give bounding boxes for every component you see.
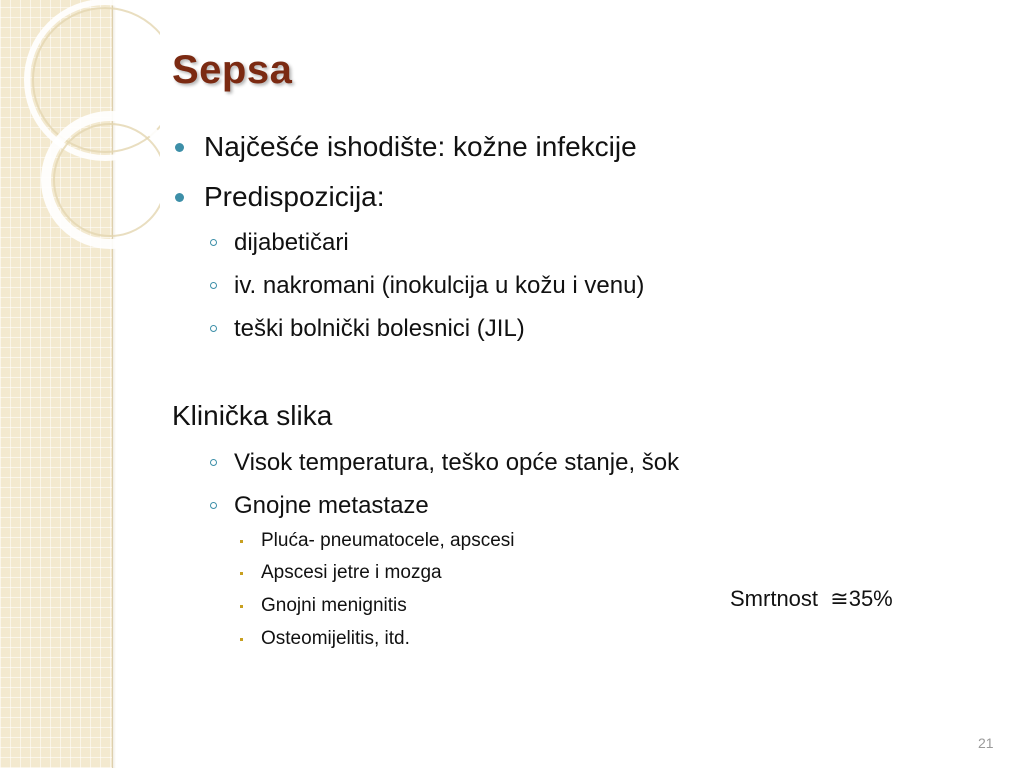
sub-sub-bullet-item: Pluća- pneumatocele, apscesi (261, 530, 515, 551)
bullet-item: Najčešće ishodište: kožne infekcije (204, 131, 637, 162)
bullet-square-icon (240, 638, 243, 641)
section-heading: Klinička slika (172, 400, 333, 431)
sub-sub-bullet-item: Osteomijelitis, itd. (261, 628, 410, 649)
slide-title: Sepsa (172, 48, 293, 92)
mortality-label: Smrtnost (730, 586, 819, 611)
bullet-ring-icon (210, 325, 217, 332)
sub-bullet-item: teški bolnički bolesnici (JIL) (234, 315, 525, 342)
bullet-dot-icon (175, 193, 184, 202)
sub-bullet-item: dijabetičari (234, 229, 349, 256)
bullet-ring-icon (210, 502, 217, 509)
sub-sub-bullet-item: Gnojni menignitis (261, 595, 407, 616)
bullet-ring-icon (210, 239, 217, 246)
bullet-ring-icon (210, 282, 217, 289)
sub-bullet-item: iv. nakromani (inokulcija u kožu i venu) (234, 272, 645, 299)
bullet-ring-icon (210, 459, 217, 466)
bullet-dot-icon (175, 143, 184, 152)
sub-bullet-item: Gnojne metastaze (234, 492, 429, 519)
mortality-value: 35% (848, 586, 893, 611)
approx-symbol: ≅ (830, 586, 849, 611)
bullet-item: Predispozicija: (204, 181, 385, 212)
decorative-circles (0, 0, 160, 300)
bullet-square-icon (240, 540, 243, 543)
bullet-square-icon (240, 605, 243, 608)
mortality-note (730, 586, 893, 612)
bullet-square-icon (240, 572, 243, 575)
sub-bullet-item: Visok temperatura, teško opće stanje, šok (234, 449, 680, 476)
page-number: 21 (978, 735, 994, 751)
sub-sub-bullet-item: Apscesi jetre i mozga (261, 562, 442, 583)
